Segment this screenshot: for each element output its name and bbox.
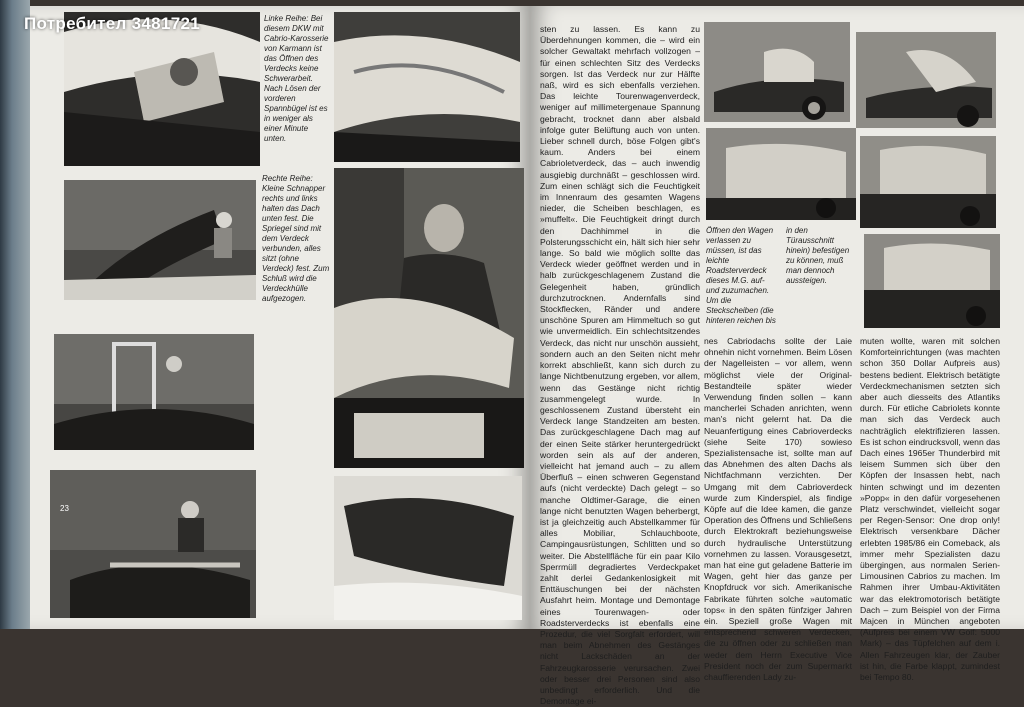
photo-art bbox=[704, 22, 850, 122]
photo-art bbox=[334, 168, 524, 468]
photo-art bbox=[50, 470, 256, 618]
photo-dkw-folding bbox=[64, 180, 256, 300]
photo-art bbox=[856, 32, 996, 128]
text-column-2 bbox=[704, 336, 852, 683]
right-page bbox=[530, 6, 1024, 707]
caption-photo-b: in den Türausschnitt hinein) befestigen zu können, muß man dennoch aussteigen. bbox=[786, 226, 850, 285]
background-edge bbox=[0, 0, 30, 629]
caption-right-row: Rechte Reihe: Kleine Schnapper rechts und links halten das Dach unten fest. Die Spriegel sind mit dem Verdeck verbunden, alles sitzt (ohne Verdeck) fest. Zum Schluß wird die Verdeckhülle aufgezogen. bbox=[262, 174, 330, 303]
caption-left-row: Linke Reihe: Bei diesem DKW mit Cabrio-Karosserie von Karmann ist das Öffnen des Verdecks keine Schwerarbeit. Nach Lösen der vorderen Spannbügel ist es in weniger als einer Minute unten. bbox=[264, 14, 329, 143]
text-column-3 bbox=[860, 336, 1000, 683]
photo-art bbox=[64, 12, 260, 166]
paragraph: sten zu lassen. Es kann zu Überdehnungen kommen, die – wird ein solcher Gewaltakt mehrfach vollzogen – für einen schlechten Sitz des Verdecks sorgen. Ist das Verdeck nur zur Hälfte naß, wird es sich ebenfalls verziehen. Das leichte Tourenwagenverdeck, weniger auf millimetergenaue Spannung gebracht, trocknet dann aber alsbald infolge guter Belüftung auch von unten. Lieber schnell durch, böse Folgen gibt's kaum. Anders bei einem Cabrioletverdeck, das – auch inwendig ausgiebig durchnäßt – geschlossen wird. Zum einen schlägt sich die Feuchtigkeit im Innenraum des gesamten Wagens nieder, die Scheiben beschlagen, es »muffelt«. Die Feuchtigkeit dringt durch den Dachhimmel in die Polsterungsschicht ein, hält sich hier sehr lange. So bald wie möglich sollte das Verdeck wieder geöffnet werden und in halb zurückgeschlagenem Zustand die Gelegenheit haben, gründlich durchzutrocknen. Andernfalls sind Stockflecken, Ränder und andere unschöne Spuren am Himmeltuch so gut wie unvermeidlich. Ein schlechtsitzendes Verdeck, das nicht nur unschön aussieht, sondern auch an den Seiten nicht mehr korrekt abschließt, kann sich durch zu lange Nichtbenutzung ergeben, vor allem, wenn das Gestänge nicht richtig zusammengelegt wurde. In geschlossenem Zustand übersteht ein Verdeck lange Standzeiten am besten. Das zurückgeschlagene Dach mag auf der einen Seite stärker heruntergedrückt worden sein als auf der anderen, vielleicht hat jemand auch – zu allem Überfluß – einen schweren Gegenstand aufs (nicht verdeckte) Dach gelegt – so manche Oldtimer-Garage, die einen lange nicht benutzten Wagen beherbergt, ist ja gleichzeitig auch Abstellkammer für alles Mobiliar, Schlauchboote, Campingausrüstungen, Schlitten und so weiter. Die Abstellfläche für ein paar Kilo Sperrmüll degradiertes Verdeckpaket zahlt derlei Gedankenlosigkeit mit Enttäuschungen bei der nächsten Ausfahrt heim. Montage und Demontage eines Tourenwagen- oder Roadsterverdecks ist ebenfalls eine Prozedur, die viel Sorgfalt erfordert, will man beim Abnehmen des Gestänges nicht Lackschäden an der Fahrzeugkarosserie verursachen. Zwei oder besser drei Personen sind also unbedingt erforderlich. Und die Demontage ei- bbox=[540, 24, 700, 707]
photo-art bbox=[334, 12, 520, 162]
photo-dkw-frame-up bbox=[54, 334, 254, 450]
photo-mg-1 bbox=[704, 22, 850, 122]
watermark-user: Потребител 3481721 bbox=[24, 14, 200, 33]
caption-photo-a: Öffnen den Wagen verlassen zu müssen, ist das leichte Roadsterverdeck dieses M.G. auf- und zuzumachen. Um die Steckscheiben (die hinteren reichen bis bbox=[706, 226, 776, 325]
photo-art bbox=[860, 136, 996, 228]
photo-dkw-garage bbox=[50, 470, 256, 618]
photo-man-with-roof bbox=[334, 168, 524, 468]
photo-number: 23 bbox=[60, 504, 69, 513]
photo-art bbox=[864, 234, 1000, 328]
photo-mg-3 bbox=[706, 128, 856, 220]
text-column-1 bbox=[540, 24, 700, 707]
paragraph: muten wollte, waren mit solchen Komforteinrichtungen (was machten schon 350 Dollar Aufpreis aus) bestens bedient. Elektrisch betätigte Verdeckmechanismen setzten sich aber auch diesseits des Atlantiks durch. Für etliche Cabriolets konnte man sich das Verdeck auch nachträglich elektrifizieren lassen. Es ist schon eindrucksvoll, wenn das Dach eines 1965er Thunderbird mit leisem Summen sich über den Köpfen der Insassen hebt, nach hinten schwingt und im dezenten »Popp« in den dafür vorgesehenen Platz verschwindet, vielleicht sogar per Regen-Sensor: One drop only! Elektrisch versenkbare Dächer erlebten 1985/86 ein Comeback, als immer mehr Spezialisten dazu übergingen, aus normalen Serien-Limousinen Cabrios zu machen. Im Rahmen ihrer Umbau-Aktivitäten war das elektromotorisch betätigte Dach – zum Beispiel von der Firma Majcen in München angeboten (Aufpreis bei einem VW Golf: 5000 Mark) – das Tüpfelchen auf dem i. Allen Fahrzeugen klar, der Zauber ist hin, die Farbe klappt, zumindest bei Tempo 80. bbox=[860, 336, 1000, 683]
photo-art bbox=[334, 476, 522, 620]
photo-art bbox=[64, 180, 256, 300]
photo-art bbox=[54, 334, 254, 450]
photo-mg-4 bbox=[860, 136, 996, 228]
photo-roof-rear bbox=[334, 12, 520, 162]
photo-dkw-top-frame bbox=[64, 12, 260, 166]
photo-mg-5 bbox=[864, 234, 1000, 328]
left-page bbox=[30, 6, 530, 629]
photo-roof-cover bbox=[334, 476, 522, 620]
paragraph: nes Cabriodachs sollte der Laie ohnehin nicht vornehmen. Beim Lösen der Nagelleisten – vor allem, wenn möglichst viele der Original-Bestandteile später wieder Verwendung finden sollen – kann mancherlei Schaden anrichten, wenn man's nicht gelernt hat. Da die Neuanfertigung eines Cabrioverdecks (siehe Seite 170) sowieso Spezialistensache ist, sollte man auf das Abnehmen des alten Dachs als Nichtfachmann verzichten. Der Umgang mit dem Cabrioverdeck wurde zum Kinderspiel, als findige Köpfe auf die Idee kamen, die ganze Operation des Öffnens und Schließens durch Elektrokraft beziehungsweise durch hydraulische Unterstützung vornehmen zu lassen. Vorausgesetzt, man hat eine gut geladene Batterie im Wagen, geht hier das ganze per Knopfdruck vor sich. Amerikanische Fabrikate führten solche »automatic tops« in den späten fünfziger Jahren ein. Speziell große Wagen mit entsprechend schweren Verdecken, die zu öffnen oder zu schließen man weder dem Herrn Executive Vice President noch der zum Supermarkt chauffierenden Lady zu- bbox=[704, 336, 852, 683]
photo-mg-2 bbox=[856, 32, 996, 128]
photo-art bbox=[706, 128, 856, 220]
